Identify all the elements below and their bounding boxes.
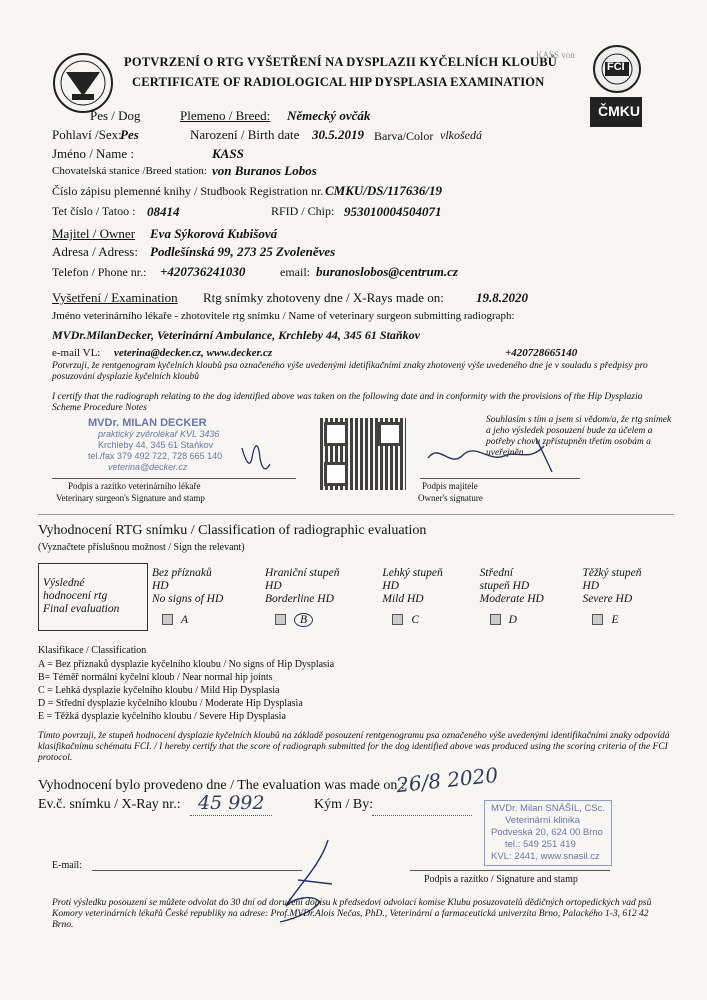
classification-item-b: B= Téměř normální kyčelní kloub / Near normal hip joints xyxy=(38,672,273,683)
tattoo-label: Tet číslo / Tatoo : xyxy=(52,204,136,218)
vet-signature-label-en: Veterinary surgeon's Signature and stamp xyxy=(56,493,205,503)
owner-signature-label-en: Owner's signature xyxy=(418,493,483,503)
vet-stamp-line1: MVDr. MILAN DECKER xyxy=(88,417,207,429)
species-label: Pes / Dog xyxy=(90,108,141,123)
xray-made-label: Rtg snímky zhotoveny dne / X-Rays made on: xyxy=(203,290,444,305)
eval-row-label-2: hodnocení rtg xyxy=(43,590,108,602)
qr-code-icon xyxy=(320,418,406,490)
grade-d-checkbox[interactable] xyxy=(490,614,501,625)
grade-d-line3: Moderate HD xyxy=(479,592,544,605)
grade-a-checkbox[interactable] xyxy=(162,614,173,625)
grade-e-line2: HD xyxy=(582,579,600,592)
footer-appeal-text: Proti výsledku posouzení se můžete odvolat do 30 dní od doručení dopisu k předsedovi odvolací komise Klubu posuzovatelů dědičných ortopedických vad psů Komory veterinárních lékařů České republiky na adrese: Prof.MVDr.Alois Nečas, PhD., Veterinární a farmaceutická univerzita Brno, Palackého 1-3, 612 42 Brno. xyxy=(52,898,652,930)
by-label: Kým / By: xyxy=(314,797,374,812)
grade-b-cell[interactable] xyxy=(261,564,378,631)
vet-email-label: e-mail VL: xyxy=(52,347,101,359)
address-value: Podlešínská 99, 273 25 Zvoleněves xyxy=(150,244,336,259)
evaluated-date-value: 26/8 2020 xyxy=(395,762,500,798)
grade-c-letter: C xyxy=(411,613,420,626)
vet-phone-value: +420728665140 xyxy=(505,347,578,359)
station-label: Chovatelská stanice /Breed station: xyxy=(52,165,207,177)
grade-c-line2: HD xyxy=(382,579,399,592)
fci-logo xyxy=(592,44,642,94)
signature-stamp-label: Podpis a razítko / Signature and stamp xyxy=(424,874,578,885)
signature-stamp-line xyxy=(410,870,610,871)
email-value: buranoslobos@centrum.cz xyxy=(316,264,458,279)
color-value: vlkošedá xyxy=(440,128,482,142)
grade-c-line1: Lehký stupeň xyxy=(382,566,443,579)
studbook-value: CMKU/DS/117636/19 xyxy=(325,183,443,198)
sex-label: Pohlaví /Sex: xyxy=(52,127,122,142)
address-label: Adresa / Adress: xyxy=(52,244,138,259)
breed-value: Německý ovčák xyxy=(287,108,371,123)
cmku-label: ČMKU xyxy=(598,103,640,119)
grade-e-line1: Těžký stupeň xyxy=(582,566,642,579)
grade-d-cell[interactable] xyxy=(476,564,579,631)
vet-stamp-line5: veterina@decker.cz xyxy=(108,462,188,472)
vet-email-value: veterina@decker.cz, www.decker.cz xyxy=(114,347,273,359)
title-en: CERTIFICATE OF RADIOLOGICAL HIP DYSPLASIA EXAMINATION xyxy=(132,75,545,89)
grade-e-option[interactable] xyxy=(582,614,670,627)
grade-a-line2: HD xyxy=(152,579,169,592)
grade-d-line1: Střední xyxy=(479,566,513,579)
email-bottom-label: E-mail: xyxy=(52,860,82,871)
confirm-en-text: I certify that the radiograph relating to the dog identified above was taken on the following date and in conformity with the provisions of the Hip Dysplazia Scheme Procedure Notes xyxy=(52,392,643,413)
birth-label: Narození / Birth date xyxy=(190,127,300,142)
evaluated-label: Vyhodnocení bylo provedeno dne / The evaluation was made on : xyxy=(38,778,405,793)
eval-stamp-line3: Podveská 20, 624 00 Brno xyxy=(491,827,603,838)
consent-text: Souhlasím s tím a jsem si vědom/a, že rtg snímek a jeho výsledek posouzení bude za účelem a potřeby chovu zpřístupněn třetím osobám a uveřejněn xyxy=(486,415,672,458)
vet-stamp-line2: praktický zvěrolékař KVL 3436 xyxy=(98,429,220,439)
evaluation-table xyxy=(38,563,674,631)
vet-signature-icon xyxy=(236,428,276,478)
vet-stamp-line4: tel./fax 379 492 722, 728 665 140 xyxy=(88,451,223,461)
studbook-label: Číslo zápisu plemenné knihy / Studbook Registration nr. xyxy=(52,184,324,198)
grade-b-letter: B xyxy=(294,613,313,627)
by-underline xyxy=(372,815,472,816)
name-value: KASS xyxy=(212,146,244,161)
grade-b-checkbox[interactable] xyxy=(275,614,286,625)
grade-e-letter: E xyxy=(611,613,619,626)
grade-c-line3: Mild HD xyxy=(382,592,424,605)
classification-item-e: E = Těžká dysplazie kyčelního kloubu / Severe Hip Dysplasia xyxy=(38,711,286,722)
grade-b-line1: Hraniční stupeň xyxy=(265,566,340,579)
sex-value: Pes xyxy=(120,127,139,142)
grade-d-option[interactable] xyxy=(480,614,575,627)
grade-a-cell[interactable] xyxy=(148,564,262,631)
kass-corner-text: KASS von xyxy=(536,50,575,60)
grade-e-cell[interactable] xyxy=(578,564,674,631)
eval-stamp-line4: tel.: 549 251 419 xyxy=(505,839,576,850)
name-label: Jméno / Name : xyxy=(52,146,134,161)
grade-d-letter: D xyxy=(508,613,517,626)
eval-stamp-line2: Veterinární klinika xyxy=(505,815,580,826)
vet-name-value: MVDr.MilanDecker, Veterinární Ambulance, Krchleby 44, 345 61 Staňkov xyxy=(52,328,420,342)
owner-signature-label-cz: Podpis majitele xyxy=(422,481,478,491)
tattoo-value: 08414 xyxy=(147,204,180,219)
eval-row-label xyxy=(39,564,148,631)
vet-stamp xyxy=(88,418,222,473)
certify-text: Tímto povrzuji, že stupeň hodnocení dysplazie kyčelních kloubů na základě posouzení rentgenogramu psa označeného výše uvedenými identifikačními znaky odpovídá klasifikačnímu schématu FCI. / I hereby certify that the score of radiograph submitted for the dog identified above was produced using the scoring criteria of the FCI protocol. xyxy=(38,731,670,763)
grade-a-letter: A xyxy=(181,613,189,626)
birth-value: 30.5.2019 xyxy=(312,127,364,142)
eval-row-label-3: Final evaluation xyxy=(43,603,120,615)
grade-a-line1: Bez příznaků xyxy=(152,566,212,579)
grade-e-line3: Severe HD xyxy=(582,592,633,605)
grade-b-option[interactable] xyxy=(265,614,374,627)
exam-label: Vyšetření / Examination xyxy=(52,290,178,305)
classification-item-a: A = Bez příznaků dysplazie kyčelního kloubu / No signs of Hip Dysplasia xyxy=(38,659,335,670)
grade-e-checkbox[interactable] xyxy=(592,614,603,625)
station-value: von Buranos Lobos xyxy=(212,163,317,178)
cmku-logo xyxy=(590,97,642,127)
grade-c-checkbox[interactable] xyxy=(392,614,403,625)
xray-nr-underline xyxy=(190,815,272,816)
confirm-cz-text: Potvrzuji, že rentgenogram kyčelních kloubů psa označeného výše uvedenými idetifikačními znaky zhotovený výše uvedeného dne je v souladu s předpisy pro posuzování dysplazie kyčelních kloubů xyxy=(52,361,648,382)
eval-subtitle: (Vyznačtete příslušnou možnost / Sign the relevant) xyxy=(38,542,245,553)
owner-signature-icon xyxy=(420,432,570,476)
xray-nr-label: Ev.č. snímku / X-Ray nr.: xyxy=(38,797,181,812)
owner-signature-line xyxy=(420,478,580,479)
evaluator-stamp xyxy=(484,800,612,866)
eval-divider xyxy=(38,514,674,515)
grade-c-option[interactable] xyxy=(382,614,471,627)
vet-signature-label-cz: Podpis a razítko veterinárního lékaře xyxy=(68,481,201,491)
classification-item-c: C = Lehká dysplazie kyčelního kloubu / Mild Hip Dysplasia xyxy=(38,685,280,696)
rfid-label: RFID / Chip: xyxy=(271,204,335,218)
owner-label: Majitel / Owner xyxy=(52,226,136,241)
classification-item-d: D = Střední dysplazie kyčelního kloubu / Moderate Hip Dysplasia xyxy=(38,698,303,709)
eval-row-label-1: Výsledné xyxy=(43,577,85,589)
grade-d-line2: stupeň HD xyxy=(479,579,530,592)
eval-title: Vyhodnocení RTG snímku / Classification of radiographic evaluation xyxy=(38,523,427,538)
grade-c-cell[interactable] xyxy=(378,564,475,631)
fci-label: FCI xyxy=(607,61,625,73)
xray-nr-value: 45 992 xyxy=(198,792,265,814)
club-logo xyxy=(52,52,114,114)
rfid-value: 953010004504071 xyxy=(344,204,442,219)
owner-value: Eva Sýkorová Kubišová xyxy=(150,226,278,241)
grade-a-option[interactable] xyxy=(152,614,257,627)
vet-name-label: Jméno veterinárního lékaře - zhotovitele rtg snímku / Name of veterinary surgeon submitting radiograph: xyxy=(52,310,515,322)
title-cz: POTVRZENÍ O RTG VYŠETŘENÍ NA DYSPLAZII KYČELNÍCH KLOUBŮ xyxy=(124,55,557,69)
grade-b-line3: Borderline HD xyxy=(265,592,334,605)
eval-stamp-line1: MVDr. Milan SNÁŠIL, CSc. xyxy=(491,803,606,814)
breed-label: Plemeno / Breed: xyxy=(180,108,271,123)
grade-b-line2: HD xyxy=(265,579,282,592)
phone-value: +420736241030 xyxy=(160,264,246,279)
vet-stamp-line3: Krchleby 44, 345 61 Staňkov xyxy=(98,440,214,450)
vet-signature-line xyxy=(52,478,296,479)
grade-a-line3: No signs of HD xyxy=(152,592,224,605)
color-label: Barva/Color xyxy=(374,129,434,143)
classification-title: Klasifikace / Classification xyxy=(38,645,147,656)
email-label: email: xyxy=(280,265,310,279)
phone-label: Telefon / Phone nr.: xyxy=(52,265,147,279)
xray-date-value: 19.8.2020 xyxy=(476,290,528,305)
eval-stamp-line5: KVL: 2441, www.snasil.cz xyxy=(491,851,600,862)
